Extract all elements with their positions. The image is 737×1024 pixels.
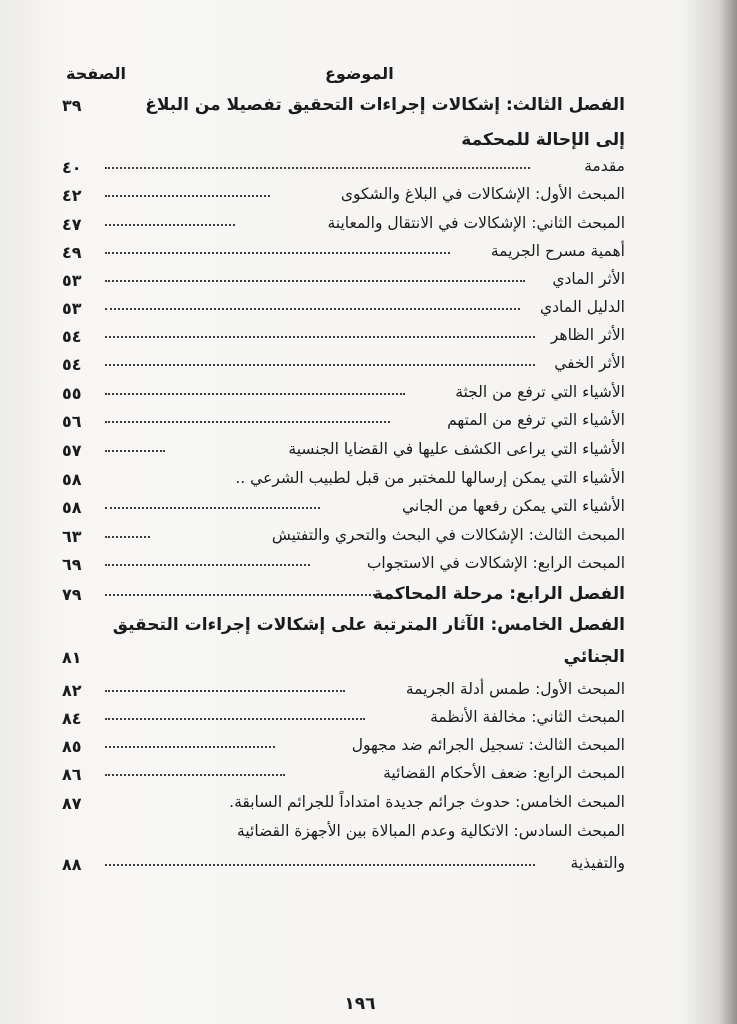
toc-entry-title: مقدمة	[584, 157, 625, 175]
toc-entry	[50, 438, 625, 464]
toc-entry	[50, 409, 625, 435]
toc-entry-title: المبحث الرابع: الإشكالات في الاستجواب	[366, 554, 625, 572]
toc-entry	[50, 852, 625, 878]
toc-page-number: ٨٧	[62, 794, 82, 813]
leader-dots	[105, 364, 535, 366]
toc-entry-title: أهمية مسرح الجريمة	[490, 242, 625, 260]
toc-page-number: ٥٣	[62, 271, 82, 290]
leader-dots	[105, 774, 285, 776]
leader-dots	[105, 252, 450, 254]
toc-entry	[50, 155, 625, 181]
toc-entry-title: المبحث الثاني: الإشكالات في الانتقال والمعاينة	[327, 214, 625, 232]
leader-dots	[105, 564, 310, 566]
toc-entry	[50, 552, 625, 578]
toc-entry	[50, 582, 625, 608]
toc-entry-title: المبحث الرابع: ضعف الأحكام القضائية	[383, 764, 625, 782]
leader-dots	[105, 746, 275, 748]
toc-entry	[50, 240, 625, 266]
toc-entry	[50, 381, 625, 407]
toc-chapter-title: الفصل الثالث: إشكالات إجراءات التحقيق تفصيلا من البلاغ	[145, 95, 625, 115]
toc-entry-title: المبحث الثالث: الإشكالات في البحث والتحري والتفتيش	[271, 526, 625, 544]
toc-page-number: ٥٥	[62, 384, 82, 403]
leader-dots	[105, 280, 525, 282]
leader-dots	[105, 594, 375, 596]
toc-chapter-title: إلى الإحالة للمحكمة	[461, 130, 625, 150]
toc-chapter-title: الفصل الخامس: الآثار المترتبة على إشكالات إجراءات التحقيق	[112, 615, 625, 635]
toc-page-number: ٦٩	[62, 555, 82, 574]
toc-entry-title: والتفيذية	[570, 854, 625, 872]
toc-entry-title: المبحث الأول: الإشكالات في البلاغ والشكوى	[340, 185, 625, 203]
toc-entry-title: الأشياء التي يمكن رفعها من الجاني	[401, 497, 625, 515]
leader-dots	[105, 393, 405, 395]
toc-entry	[50, 324, 625, 350]
toc-entry-title: الدليل المادي	[540, 298, 625, 316]
toc-entry	[50, 467, 625, 493]
toc-page-number: ٨١	[62, 648, 82, 667]
toc-entry	[50, 128, 625, 154]
page-spine-shadow	[719, 0, 737, 1024]
toc-entry-title: الأشياء التي ترفع من الجثة	[455, 383, 625, 401]
toc-page-number: ٥٨	[62, 470, 82, 489]
leader-dots	[105, 690, 345, 692]
toc-entry	[50, 183, 625, 209]
toc-page-number: ٨٦	[62, 765, 82, 784]
toc-page-number: ٥٤	[62, 355, 82, 374]
toc-page-number: ٤٩	[62, 243, 82, 262]
toc-entry-title: المبحث الثالث: تسجيل الجرائم ضد مجهول	[351, 736, 625, 754]
toc-page-number: ٨٢	[62, 681, 82, 700]
toc-entry	[50, 762, 625, 788]
toc-entry	[50, 678, 625, 704]
toc-entry-title: المبحث الثاني: مخالفة الأنظمة	[430, 708, 625, 726]
toc-page-number: ٤٧	[62, 215, 82, 234]
toc-page-number: ٧٩	[62, 585, 82, 604]
toc-entry	[50, 734, 625, 760]
leader-dots	[105, 308, 520, 310]
leader-dots	[105, 224, 235, 226]
leader-dots	[105, 421, 390, 423]
toc-page-number: ٥٤	[62, 327, 82, 346]
toc-entry-title: المبحث الأول: طمس أدلة الجريمة	[405, 680, 625, 698]
toc-entry	[50, 524, 625, 550]
toc-page-number: ٤٠	[62, 158, 82, 177]
leader-dots	[105, 507, 320, 509]
toc-entry-title: الأشياء التي يمكن إرسالها للمختبر من قبل لطبيب الشرعي ..	[235, 469, 625, 487]
leader-dots	[105, 450, 165, 452]
leader-dots	[105, 195, 270, 197]
toc-page-number: ٥٨	[62, 498, 82, 517]
leader-dots	[105, 864, 535, 866]
toc-entry	[50, 212, 625, 238]
toc-entry-title: الأشياء التي يراعى الكشف عليها في القضايا الجنسية	[288, 440, 625, 458]
toc-entry-title: الأثر الظاهر	[550, 326, 625, 344]
toc-chapter-title: الفصل الرابع: مرحلة المحاكمة	[373, 584, 625, 604]
toc-entry	[50, 820, 625, 846]
toc-chapter-title: الجنائي	[563, 647, 625, 667]
toc-entry	[50, 613, 625, 639]
toc-entry	[50, 268, 625, 294]
toc-page-number: ٥٣	[62, 299, 82, 318]
toc-entry	[50, 706, 625, 732]
toc-page-number: ٥٦	[62, 412, 82, 431]
toc-entry-title: المبحث السادس: الاتكالية وعدم المبالاة بين الأجهزة القضائية	[237, 822, 625, 840]
toc-entry-title: المبحث الخامس: حدوث جرائم جديدة امتداداً للجرائم السابقة.	[229, 793, 625, 811]
toc-page-number: ٣٩	[62, 96, 82, 115]
leader-dots	[105, 718, 365, 720]
toc-entry	[50, 352, 625, 378]
toc-entry-title: الأشياء التي ترفع من المتهم	[447, 411, 625, 429]
toc-entry	[50, 645, 625, 671]
toc-entry	[50, 93, 625, 119]
leader-dots	[105, 336, 535, 338]
toc-page-number: ٥٧	[62, 441, 82, 460]
page-column-header: الصفحة	[66, 64, 127, 83]
toc-entry-title: الأثر الخفي	[554, 354, 625, 372]
toc-entry	[50, 296, 625, 322]
page-number-footer: ١٩٦	[344, 994, 376, 1014]
toc-page-number: ٨٤	[62, 709, 82, 728]
toc-page-number: ٨٥	[62, 737, 82, 756]
topic-column-header: الموضوع	[325, 64, 394, 83]
leader-dots	[105, 167, 530, 169]
toc-page-number: ٦٣	[62, 527, 82, 546]
toc-entry	[50, 791, 625, 817]
toc-page-number: ٤٢	[62, 186, 82, 205]
toc-entry	[50, 495, 625, 521]
leader-dots	[105, 536, 150, 538]
toc-page-number: ٨٨	[62, 855, 82, 874]
toc-entry-title: الأثر المادي	[552, 270, 625, 288]
